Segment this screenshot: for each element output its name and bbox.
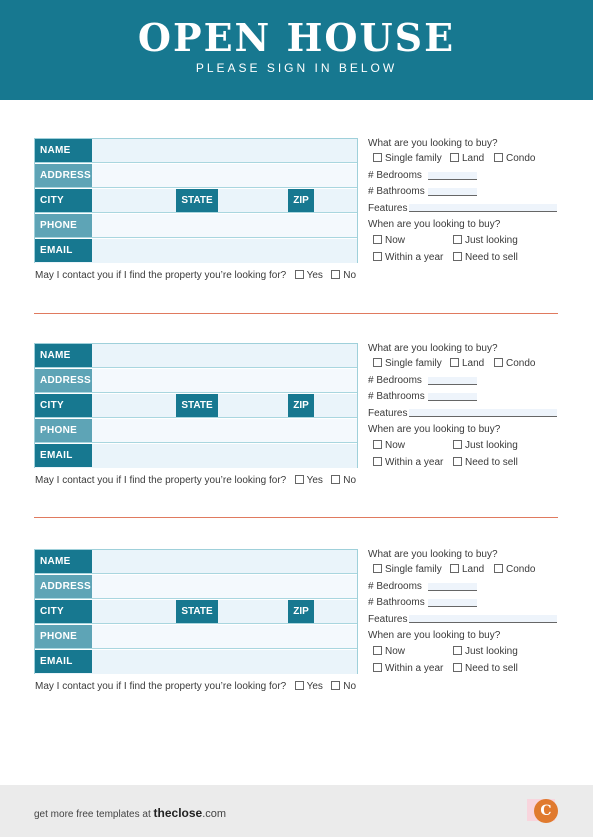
yes-label: Yes (306, 270, 323, 281)
within-year-label: Within a year (385, 457, 444, 468)
bedrooms-label: # Bedrooms (368, 375, 422, 386)
land-checkbox[interactable] (450, 564, 459, 573)
city-row[interactable] (35, 600, 357, 624)
sign-in-entry-2 (0, 343, 593, 503)
features-field[interactable] (409, 204, 557, 212)
when-question: When are you looking to buy? (368, 424, 501, 435)
contact-question-text: May I contact you if I find the property you’re looking for? (35, 475, 287, 486)
single-family-checkbox[interactable] (373, 564, 382, 573)
no-label: No (343, 270, 357, 281)
page-title: OPEN HOUSE (137, 15, 456, 60)
contact-form-table (34, 138, 358, 263)
condo-checkbox[interactable] (494, 358, 503, 367)
email-row[interactable] (35, 650, 357, 674)
phone-row[interactable] (35, 625, 357, 649)
features-label: Features (368, 203, 408, 214)
features-label: Features (368, 614, 408, 625)
condo-checkbox[interactable] (494, 564, 503, 573)
condo-label: Condo (506, 153, 536, 164)
buy-question: What are you looking to buy? (368, 343, 498, 354)
sign-in-entry-1 (0, 138, 593, 298)
need-to-sell-label: Need to sell (465, 457, 518, 468)
need-to-sell-label: Need to sell (465, 663, 518, 674)
within-year-checkbox[interactable] (373, 252, 382, 261)
contact-question (35, 681, 356, 693)
address-label: ADDRESS (35, 575, 92, 598)
city-label: CITY (35, 394, 92, 417)
within-year-checkbox[interactable] (373, 663, 382, 672)
sign-in-entry-3 (0, 549, 593, 709)
brand-the: the (153, 806, 172, 820)
email-label: EMAIL (35, 650, 92, 673)
brand-com: .com (202, 808, 227, 820)
no-checkbox[interactable] (331, 270, 340, 279)
buy-question: What are you looking to buy? (368, 549, 498, 560)
footer (0, 785, 593, 837)
zip-label: ZIP (288, 189, 314, 212)
contact-question-text: May I contact you if I find the property you’re looking for? (35, 681, 287, 692)
phone-label: PHONE (35, 214, 92, 237)
need-to-sell-checkbox[interactable] (453, 457, 462, 466)
phone-row[interactable] (35, 419, 357, 443)
brand-close: close (171, 806, 203, 820)
name-row[interactable] (35, 550, 357, 574)
yes-checkbox[interactable] (295, 270, 304, 279)
just-looking-label: Just looking (465, 440, 518, 451)
condo-label: Condo (506, 564, 536, 575)
page-subtitle: PLEASE SIGN IN BELOW (195, 61, 398, 75)
zip-label: ZIP (288, 600, 314, 623)
now-checkbox[interactable] (373, 235, 382, 244)
name-label: NAME (35, 139, 92, 162)
name-row[interactable] (35, 139, 357, 163)
bathrooms-field[interactable] (428, 188, 477, 196)
footer-text (34, 806, 226, 820)
land-label: Land (462, 153, 485, 164)
single-family-label: Single family (385, 358, 442, 369)
city-label: CITY (35, 189, 92, 212)
contact-form-table (34, 549, 358, 674)
just-looking-checkbox[interactable] (453, 440, 462, 449)
address-row[interactable] (35, 575, 357, 599)
email-label: EMAIL (35, 239, 92, 262)
just-looking-label: Just looking (465, 235, 518, 246)
land-checkbox[interactable] (450, 153, 459, 162)
address-row[interactable] (35, 369, 357, 393)
now-label: Now (385, 646, 406, 657)
phone-label: PHONE (35, 419, 92, 442)
contact-question (35, 475, 356, 487)
contact-question (35, 270, 356, 282)
within-year-label: Within a year (385, 663, 444, 674)
bathrooms-label: # Bathrooms (368, 597, 425, 608)
land-label: Land (462, 358, 485, 369)
single-family-checkbox[interactable] (373, 358, 382, 367)
single-family-label: Single family (385, 564, 442, 575)
city-row[interactable] (35, 394, 357, 418)
now-checkbox[interactable] (373, 440, 382, 449)
entry-divider (34, 517, 558, 518)
name-row[interactable] (35, 344, 357, 368)
name-label: NAME (35, 344, 92, 367)
no-checkbox[interactable] (331, 475, 340, 484)
footer-brand-link[interactable] (154, 806, 227, 820)
bathrooms-field[interactable] (428, 599, 477, 607)
condo-checkbox[interactable] (494, 153, 503, 162)
within-year-label: Within a year (385, 252, 444, 263)
yes-checkbox[interactable] (295, 475, 304, 484)
features-field[interactable] (409, 615, 557, 623)
land-checkbox[interactable] (450, 358, 459, 367)
city-row[interactable] (35, 189, 357, 213)
need-to-sell-checkbox[interactable] (453, 252, 462, 261)
bedrooms-field[interactable] (428, 377, 477, 385)
within-year-checkbox[interactable] (373, 457, 382, 466)
no-label: No (343, 681, 357, 692)
need-to-sell-label: Need to sell (465, 252, 518, 263)
footer-prefix: get more free templates at (34, 809, 151, 820)
entry-divider (34, 313, 558, 314)
bedrooms-label: # Bedrooms (368, 581, 422, 592)
city-label: CITY (35, 600, 92, 623)
state-label: STATE (176, 394, 218, 417)
no-label: No (343, 475, 357, 486)
yes-label: Yes (306, 475, 323, 486)
bedrooms-label: # Bedrooms (368, 170, 422, 181)
address-label: ADDRESS (35, 164, 92, 187)
yes-checkbox[interactable] (295, 681, 304, 690)
bathrooms-label: # Bathrooms (368, 186, 425, 197)
bathrooms-label: # Bathrooms (368, 391, 425, 402)
contact-question-text: May I contact you if I find the property you’re looking for? (35, 270, 287, 281)
single-family-label: Single family (385, 153, 442, 164)
no-checkbox[interactable] (331, 681, 340, 690)
when-question: When are you looking to buy? (368, 630, 501, 641)
state-label: STATE (176, 189, 218, 212)
just-looking-label: Just looking (465, 646, 518, 657)
when-question: When are you looking to buy? (368, 219, 501, 230)
address-row[interactable] (35, 164, 357, 188)
bedrooms-field[interactable] (428, 583, 477, 591)
header-banner (0, 0, 593, 100)
just-looking-checkbox[interactable] (453, 235, 462, 244)
just-looking-checkbox[interactable] (453, 646, 462, 655)
email-row[interactable] (35, 444, 357, 468)
condo-label: Condo (506, 358, 536, 369)
contact-form-table (34, 343, 358, 468)
now-label: Now (385, 440, 406, 451)
phone-label: PHONE (35, 625, 92, 648)
land-label: Land (462, 564, 485, 575)
phone-row[interactable] (35, 214, 357, 238)
the-close-logo-icon: C (534, 799, 558, 823)
email-row[interactable] (35, 239, 357, 263)
yes-label: Yes (306, 681, 323, 692)
name-label: NAME (35, 550, 92, 573)
now-checkbox[interactable] (373, 646, 382, 655)
need-to-sell-checkbox[interactable] (453, 663, 462, 672)
zip-label: ZIP (288, 394, 314, 417)
features-label: Features (368, 408, 408, 419)
bathrooms-field[interactable] (428, 393, 477, 401)
bedrooms-field[interactable] (428, 172, 477, 180)
features-field[interactable] (409, 409, 557, 417)
email-label: EMAIL (35, 444, 92, 467)
state-label: STATE (176, 600, 218, 623)
buy-question: What are you looking to buy? (368, 138, 498, 149)
now-label: Now (385, 235, 406, 246)
address-label: ADDRESS (35, 369, 92, 392)
single-family-checkbox[interactable] (373, 153, 382, 162)
